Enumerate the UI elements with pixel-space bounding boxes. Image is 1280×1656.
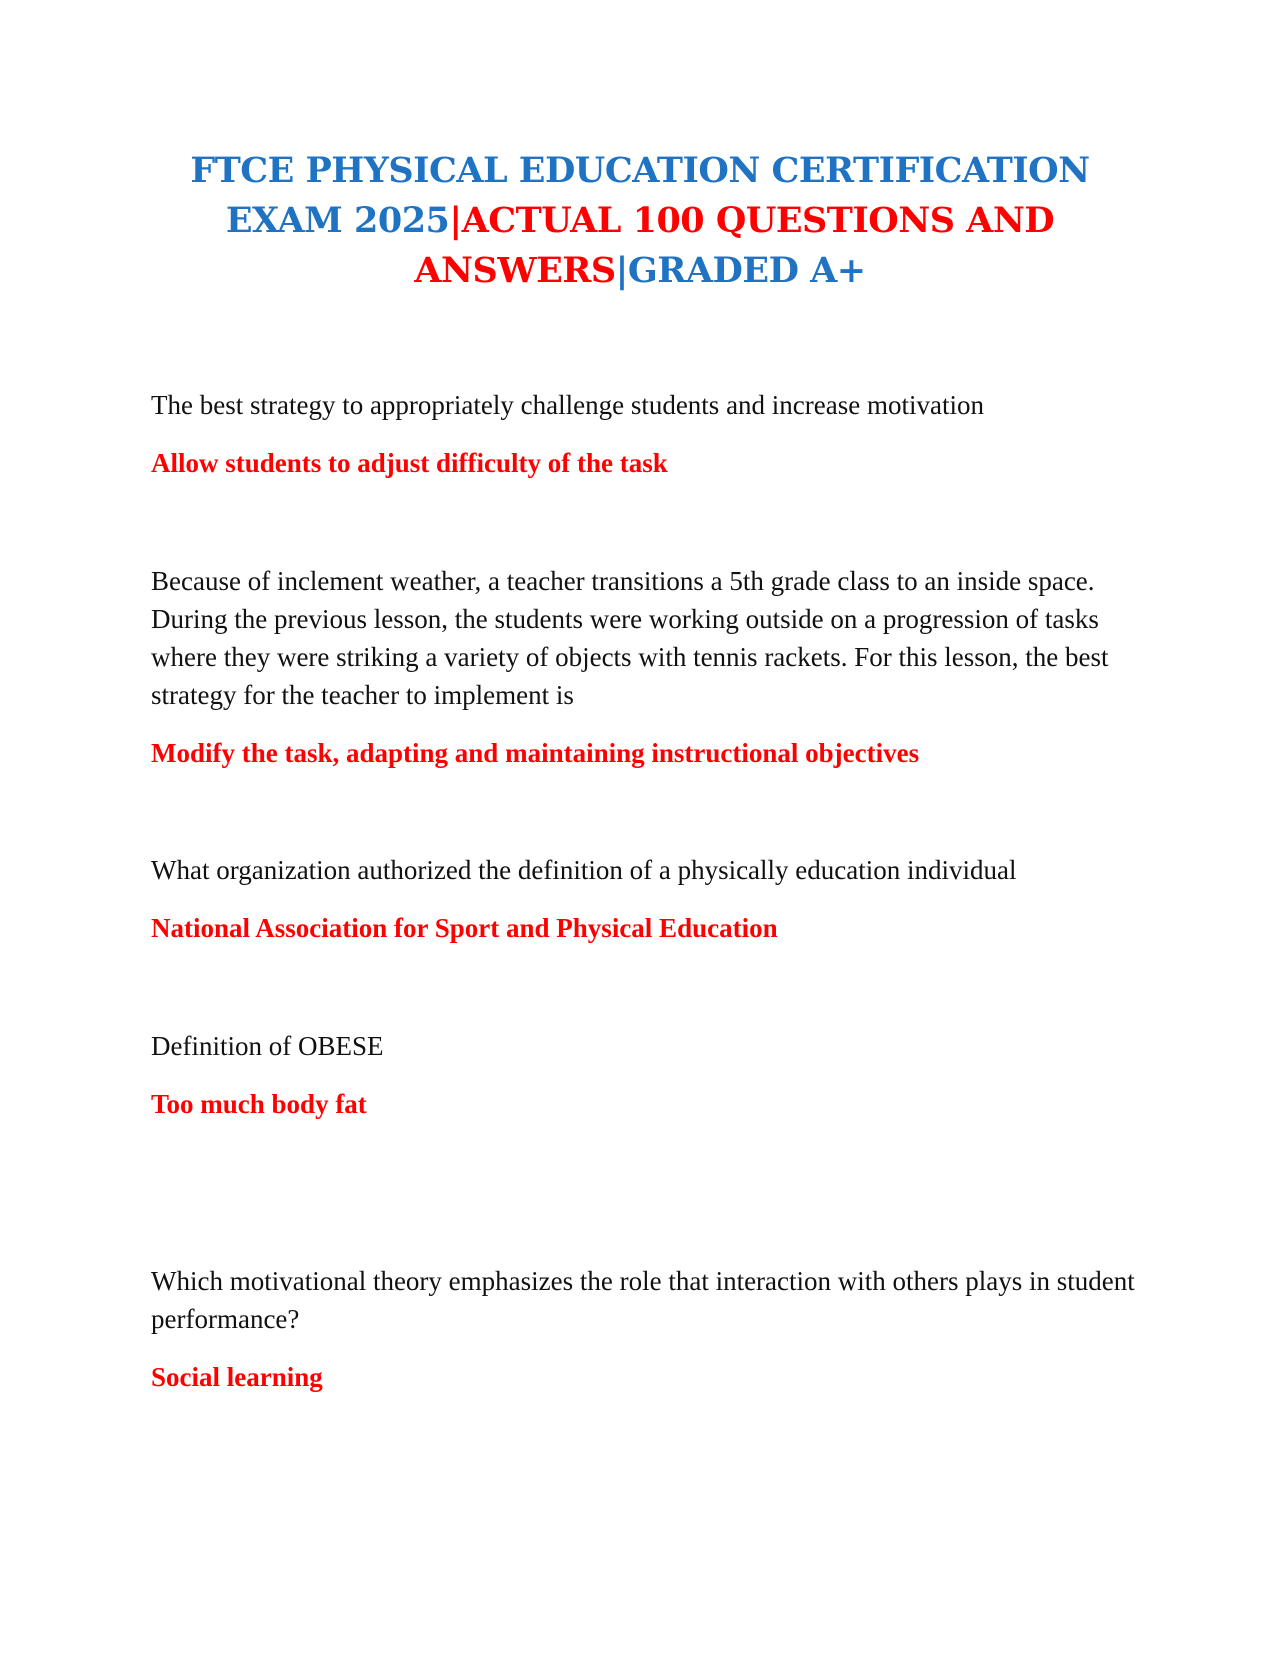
answer-text: Too much body fat xyxy=(151,1089,367,1119)
title-part-4: ANSWERS xyxy=(414,250,616,291)
title-separator-2: | xyxy=(615,250,628,291)
question-text: Which motivational theory emphasizes the role that interaction with others plays in student performance? xyxy=(151,1266,1135,1334)
qa-item-3 xyxy=(151,851,1141,943)
question-text: The best strategy to appropriately challenge students and increase motivation xyxy=(151,390,984,420)
question-text: Because of inclement weather, a teacher transitions a 5th grade class to an inside space. During the previous lesson, the students were working outside on a progression of tasks where they were striking a variety of objects with tennis rackets. For this lesson, the best strategy for the teacher to implement is xyxy=(151,566,1109,710)
qa-item-1 xyxy=(151,386,1141,478)
title-part-5: GRADED A+ xyxy=(627,250,866,291)
title-separator-1: | xyxy=(449,200,462,241)
answer-text: Social learning xyxy=(151,1362,323,1392)
answer-text: Allow students to adjust difficulty of the task xyxy=(151,448,668,478)
title-part-2: EXAM 2025 xyxy=(225,200,450,241)
question-text: Definition of OBESE xyxy=(151,1031,384,1061)
answer-text: National Association for Sport and Physical Education xyxy=(151,913,778,943)
answer-text: Modify the task, adapting and maintaining instructional objectives xyxy=(151,738,920,768)
qa-item-2 xyxy=(151,562,1141,768)
qa-item-5 xyxy=(151,1262,1141,1392)
qa-item-4 xyxy=(151,1027,1141,1119)
document-title xyxy=(150,146,1130,296)
title-part-1: FTCE PHYSICAL EDUCATION CERTIFICATION xyxy=(190,150,1090,191)
title-part-3: ACTUAL 100 QUESTIONS AND xyxy=(461,200,1055,241)
question-text: What organization authorized the definition of a physically education individual xyxy=(151,855,1017,885)
